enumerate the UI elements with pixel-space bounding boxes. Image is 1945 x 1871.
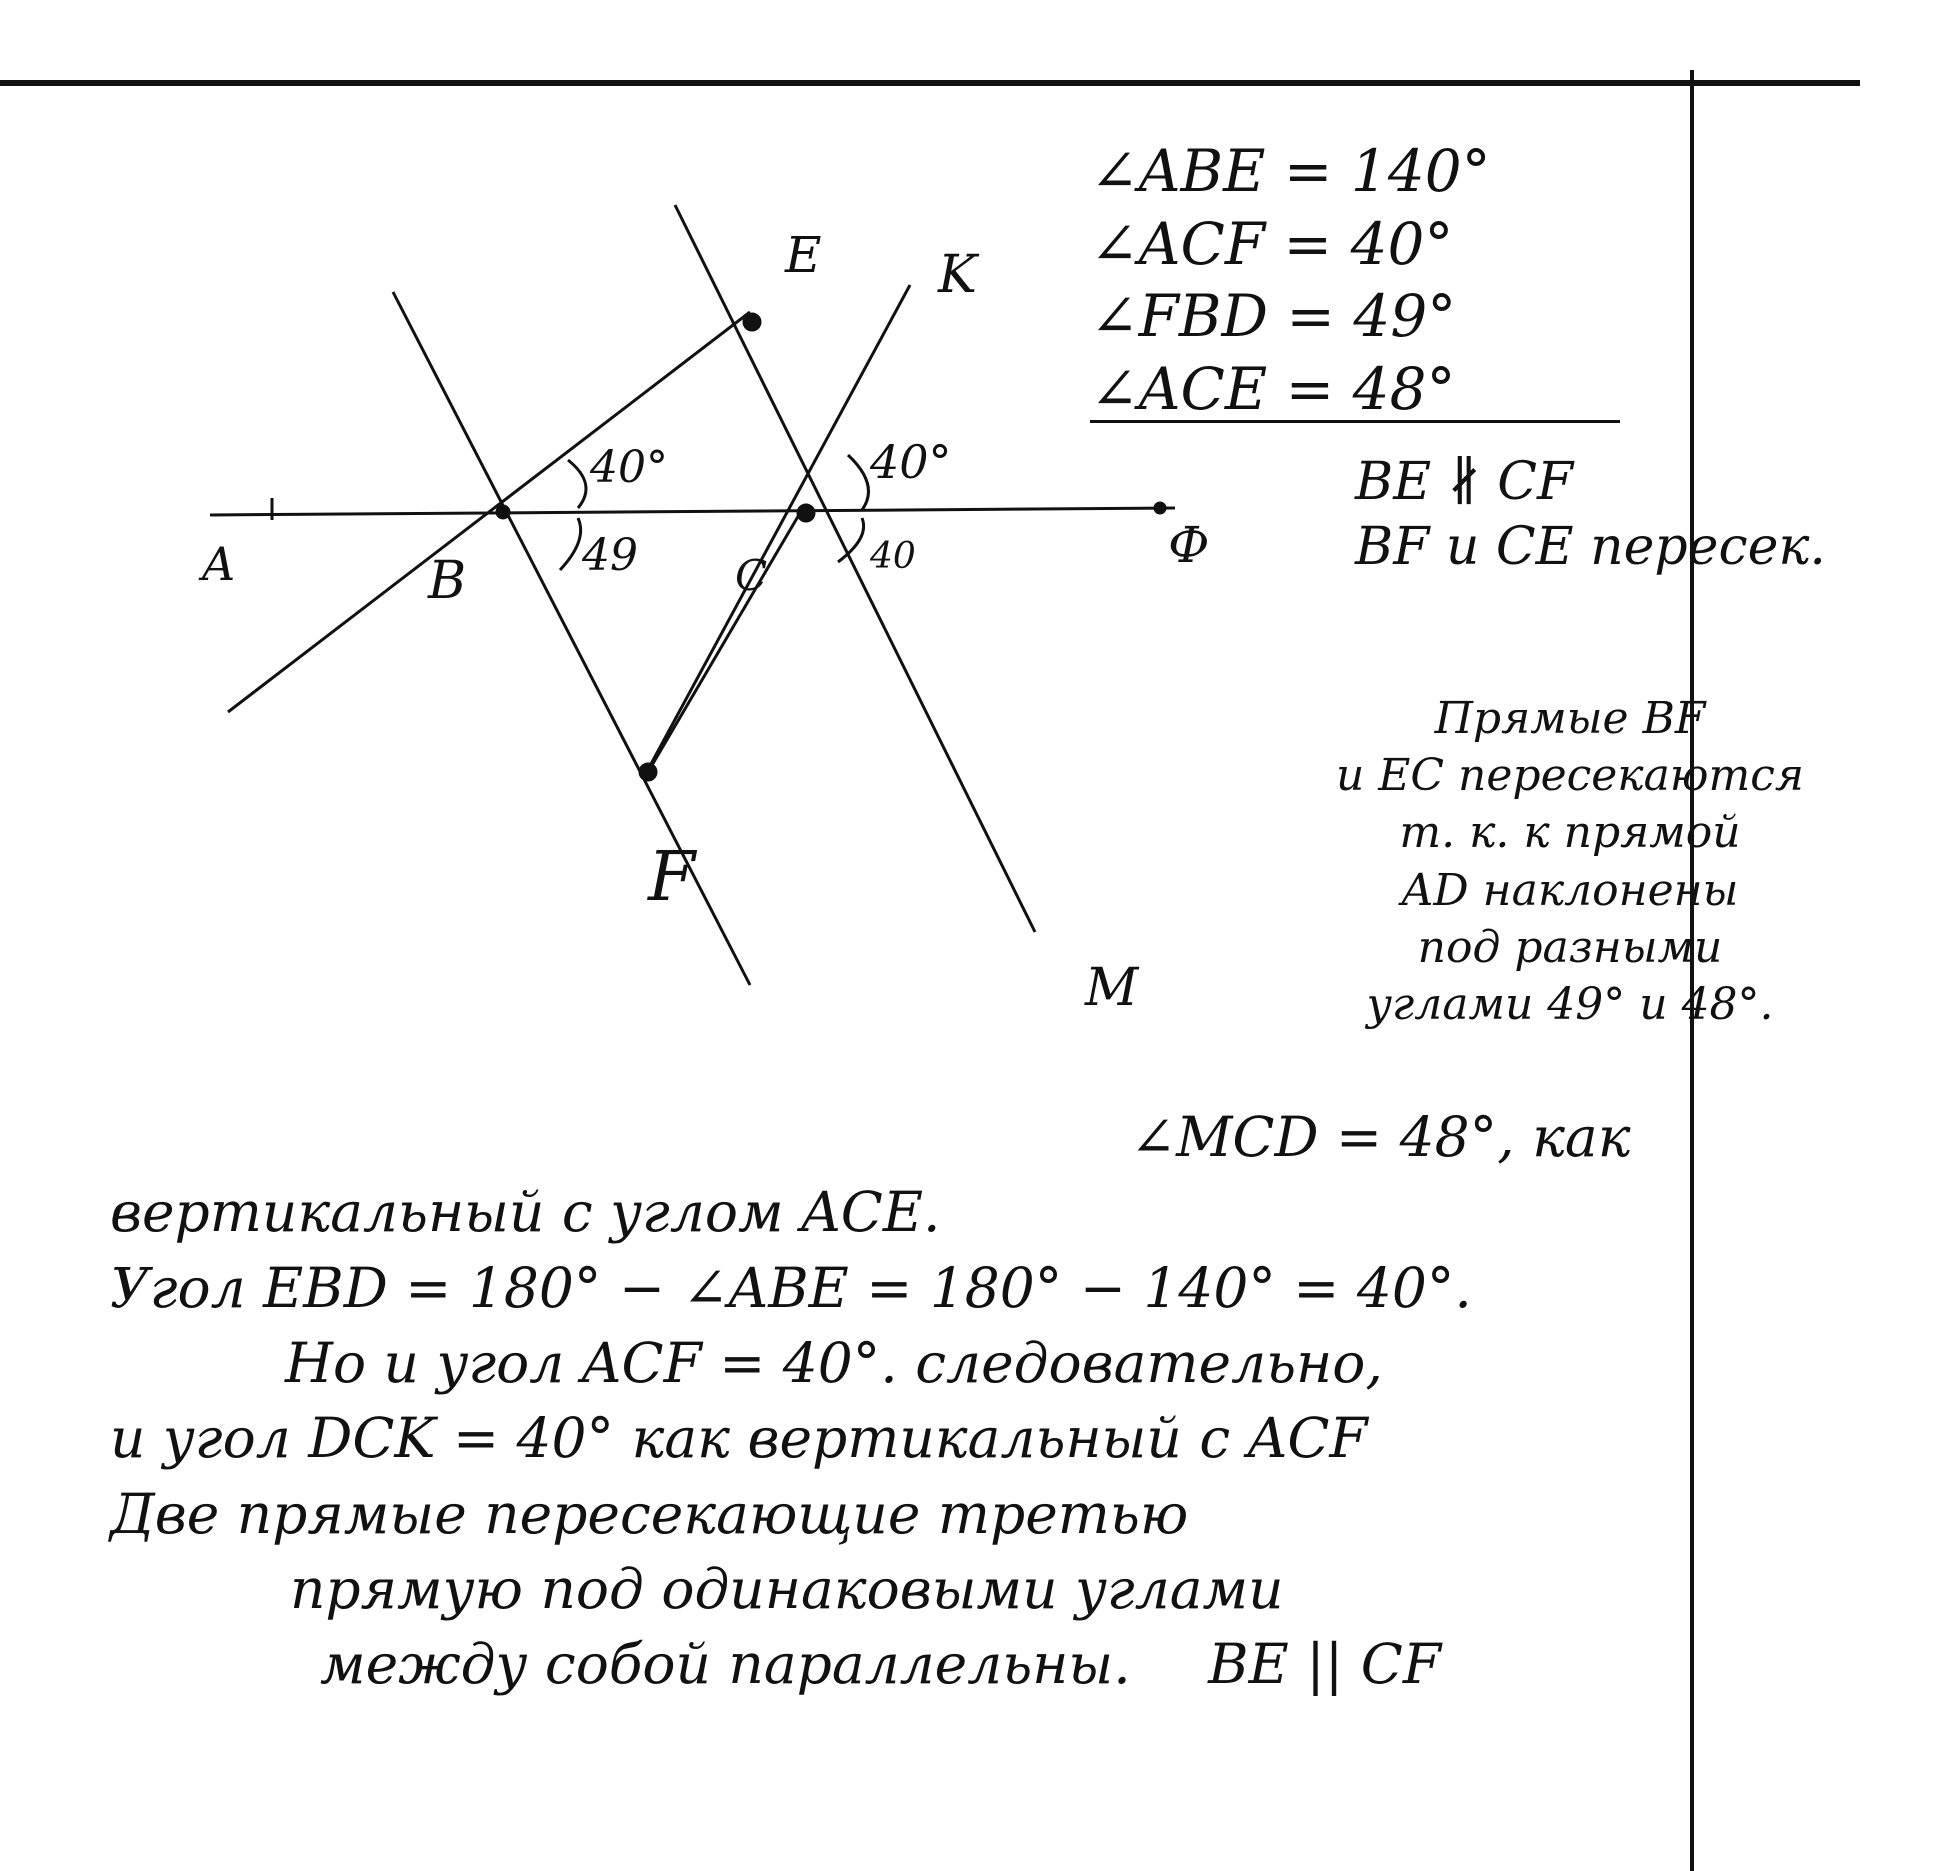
label-d: Ф <box>1168 516 1210 574</box>
explanation-line: Прямые BF <box>1434 693 1706 744</box>
label-a: A <box>202 537 236 591</box>
proof-angle-mcd: ∠MCD = 48°, как <box>1130 1105 1631 1169</box>
proof-line <box>320 1627 1631 1702</box>
explanation-line: AD наклонены <box>1401 864 1739 916</box>
given-list <box>1090 135 1491 425</box>
point-b <box>497 506 509 518</box>
label-f: F <box>648 838 696 917</box>
proof-line: прямую под одинаковыми углами <box>290 1557 1284 1622</box>
explanation-line: т. к. к прямой <box>1399 807 1741 859</box>
proof-conclusion: BE || CF <box>1208 1632 1442 1697</box>
label-angle-ebd: 40° <box>590 442 668 493</box>
arc-kcd <box>848 455 868 510</box>
segment-cf <box>648 513 800 772</box>
claim-intersect: BF и CE пересек. <box>1355 517 1826 577</box>
proof-line: Две прямые пересекающие третью <box>110 1481 1189 1546</box>
point-f <box>640 764 656 780</box>
explanation-line: углами 49° и 48°. <box>1366 978 1774 1030</box>
point-c <box>798 505 814 521</box>
explanation-line: под разными <box>1417 921 1723 973</box>
given-abe: ∠ABE = 140° <box>1090 137 1491 205</box>
arc-fbd <box>560 518 581 570</box>
proof-line: Угол EBD = 180° − ∠ABE = 180° − 140° = 40°. <box>110 1255 1472 1320</box>
proof-line-text: между собой параллельны. <box>320 1632 1131 1697</box>
label-e: E <box>785 226 822 284</box>
given-fbd: ∠FBD = 49° <box>1090 282 1457 350</box>
claim-not-parallel: BE ∦ CF <box>1355 452 1574 512</box>
point-d <box>1155 503 1165 513</box>
label-c: C <box>735 551 768 600</box>
line-kc <box>645 285 910 775</box>
given-underline <box>1090 420 1620 423</box>
label-angle-mcd: 40 <box>870 536 916 577</box>
proof-line: Но и угол ACF = 40°. следовательно, <box>285 1331 1383 1396</box>
label-b: B <box>428 551 467 611</box>
line-ad <box>210 508 1175 515</box>
arc-ebd <box>568 460 586 508</box>
label-angle-fbd: 49 <box>582 530 638 581</box>
line-ecm <box>675 205 1035 932</box>
explanation <box>1290 690 1850 1033</box>
given-ace: ∠ACE = 48° <box>1090 354 1456 423</box>
proof-line: вертикальный с углом ACE. <box>110 1180 941 1245</box>
explanation-line: и EC пересекаются <box>1335 750 1805 802</box>
proof <box>110 1100 1631 1703</box>
claims <box>1355 450 1826 580</box>
proof-line: и угол DCK = 40° как вертикальный с ACF <box>110 1406 1368 1471</box>
label-m: M <box>1085 958 1139 1018</box>
label-k: K <box>938 245 977 305</box>
given-acf: ∠ACF = 40° <box>1090 209 1454 278</box>
label-angle-kcd: 40° <box>870 435 952 489</box>
line-bf <box>393 292 750 985</box>
point-e <box>744 314 760 330</box>
